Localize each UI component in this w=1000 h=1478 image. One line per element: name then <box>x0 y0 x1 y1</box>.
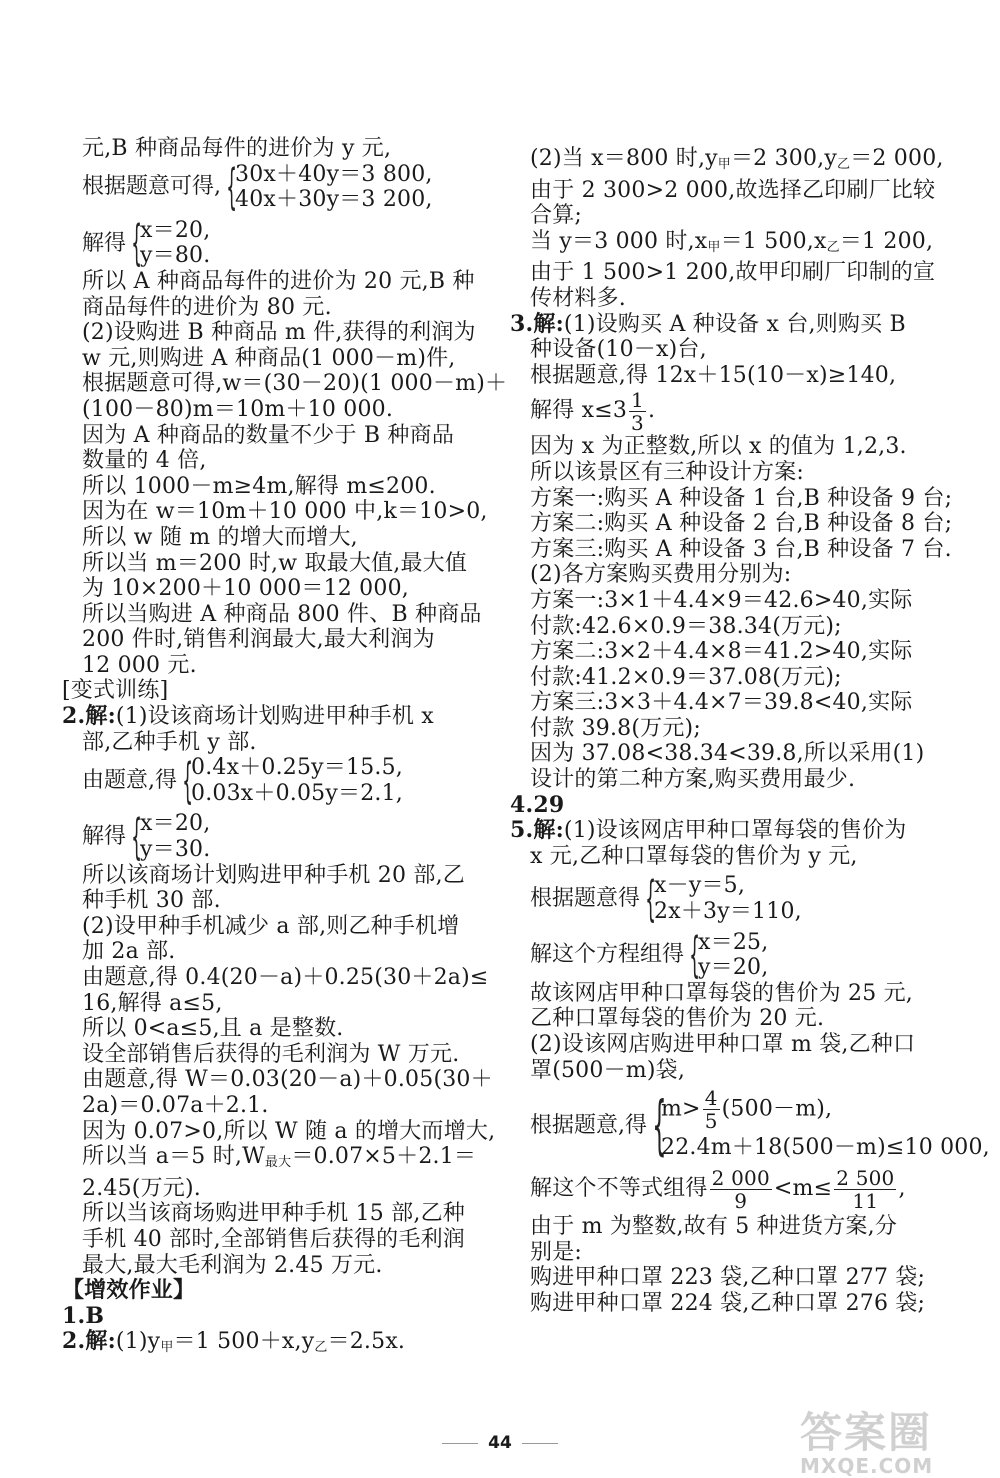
watermark-logo <box>800 1400 980 1478</box>
text-line: 所以该商场计划购进甲种手机 20 部,乙 <box>82 862 465 888</box>
problem-2b <box>62 1329 502 1361</box>
text-line: 加 2a 部. <box>82 939 176 965</box>
equation: y＝20, <box>698 955 769 981</box>
text-line: 付款 39.8(万元); <box>530 715 701 741</box>
left-column <box>62 136 508 1361</box>
text-line: 根据题意,得 12x＋15(10－x)≥140, <box>530 362 897 388</box>
subscript: 乙 <box>837 157 851 172</box>
problem-3 <box>510 312 950 338</box>
text-line: 因为在 w＝10m＋10 000 中,k＝10>0, <box>82 499 488 525</box>
brace-icon: { <box>226 159 237 216</box>
divider <box>522 1443 558 1444</box>
equation: x－y＝5, <box>654 873 746 899</box>
answer-4: 4.29 <box>510 791 565 818</box>
text-line: (2)设购进 B 种商品 m 件,获得的利润为 <box>82 320 476 346</box>
equation-system <box>510 871 950 928</box>
text-line: 解这个方程组得 <box>530 942 685 968</box>
fraction <box>834 1167 896 1212</box>
text-line <box>510 388 950 434</box>
subscript: 甲 <box>707 239 721 255</box>
equation: x＝20, <box>140 811 211 837</box>
text-line: 12 000 元. <box>82 652 197 678</box>
text-line: (100－80)m＝10m＋10 000. <box>82 396 394 422</box>
text-run: ＝2.5x. <box>327 1329 406 1355</box>
text-line: 因为 37.08<38.34<39.8,所以采用(1) <box>530 741 925 767</box>
equation: 2x＋3y＝110, <box>654 899 802 925</box>
right-column <box>510 146 990 1317</box>
brace-icon: { <box>131 215 142 272</box>
equation-system <box>62 752 502 809</box>
watermark-url: MXQE.COM <box>800 1454 934 1478</box>
text-line: (1)设该商场计划购进甲种手机 x <box>115 704 434 730</box>
brace-icon: { <box>652 1088 667 1163</box>
text-run: m> <box>661 1096 701 1122</box>
text-run: . <box>647 398 656 424</box>
denominator: 11 <box>852 1188 879 1213</box>
text-line: 根据题意,得 <box>530 1112 647 1138</box>
text-run: , <box>898 1176 906 1202</box>
fraction <box>710 1167 772 1212</box>
text-run: (1)y <box>115 1329 161 1355</box>
text-line: 所以当该商场购进甲种手机 15 部,乙种 <box>82 1201 465 1227</box>
text-line: 购进甲种口罩 223 袋,乙种口罩 277 袋; <box>530 1265 926 1291</box>
text-line: 种手机 30 部. <box>82 888 221 914</box>
text-line: 为 10×200＋10 000＝12 000, <box>82 576 409 602</box>
text-run: <m≤ <box>773 1176 833 1202</box>
solution-label: 解: <box>85 1328 116 1355</box>
text-line: 所以该景区有三种设计方案: <box>530 459 805 485</box>
solution-label: 解: <box>533 310 564 337</box>
text-line: (2)各方案购买费用分别为: <box>530 562 792 588</box>
text-line: (1)设该网店甲种口罩每袋的售价为 <box>563 818 907 844</box>
numerator: 1 <box>631 387 644 412</box>
text-line: w 元,则购进 A 种商品(1 000－m)件, <box>82 345 456 371</box>
denominator: 5 <box>704 1109 718 1134</box>
text-line: (1)设购买 A 种设备 x 台,则购买 B <box>563 311 906 337</box>
text-line: 合算; <box>530 203 583 229</box>
text-line: 所以 A 种商品每件的进价为 20 元,B 种 <box>82 268 475 294</box>
text-line: 别是: <box>530 1239 583 1265</box>
text-line: 数量的 4 倍, <box>82 448 207 474</box>
text-line: 由题意,得 <box>82 768 177 794</box>
text-line: 设全部销售后获得的毛利润为 W 万元. <box>82 1041 460 1067</box>
watermark-text: 答案圈 <box>800 1408 933 1457</box>
text-line: 因为 A 种商品的数量不少于 B 种商品 <box>82 422 455 448</box>
brace-icon: { <box>182 752 193 809</box>
text-line: 所以当 m＝200 时,w 取最大值,最大值 <box>82 550 468 576</box>
fraction <box>629 389 646 434</box>
text-line: 根据题意可得,w＝(30－20)(1 000－m)＋ <box>82 371 508 397</box>
text-line: 种设备(10－x)台, <box>530 337 707 363</box>
fraction <box>703 1087 720 1132</box>
solution-label: 解: <box>85 703 116 730</box>
text-run: ＝1 500＋x,y <box>173 1329 315 1355</box>
text-run: (500－m), <box>721 1096 833 1122</box>
problem-2 <box>62 704 502 730</box>
text-line: 由于 m 为整数,故有 5 种进货方案,分 <box>530 1214 898 1240</box>
equation: 40x＋30y＝3 200, <box>235 187 433 213</box>
text-run: 解这个不等式组得 <box>530 1176 708 1202</box>
equation-system <box>510 927 950 984</box>
denominator: 3 <box>631 410 644 435</box>
problem-5 <box>510 818 950 844</box>
text-line: 传材料多. <box>530 285 626 311</box>
text-run: 当 y＝3 000 时,x <box>530 228 708 254</box>
answer-1: 1.B <box>62 1302 105 1329</box>
text-line: 所以当购进 A 种商品 800 件、B 种商品 <box>82 601 482 627</box>
text-line: 乙种口罩每袋的售价为 20 元. <box>530 1006 825 1032</box>
equation-system <box>62 809 502 866</box>
inequality: 22.4m＋18(500－m)≤10 000, <box>661 1135 990 1161</box>
inequality-system <box>510 1086 990 1164</box>
text-line: 手机 40 部时,全部销售后获得的毛利润 <box>82 1226 465 1252</box>
text-line: 根据题意可得, <box>82 174 221 200</box>
text-line: 商品每件的进价为 80 元. <box>82 294 332 320</box>
text-line: 方案一:3×1＋4.4×9＝42.6>40,实际 <box>530 587 913 613</box>
text-line: 由于 1 500>1 200,故甲印刷厂印制的宣 <box>530 260 936 286</box>
page-number: 44 <box>488 1433 512 1453</box>
text-line: 方案三:购买 A 种设备 3 台,B 种设备 7 台. <box>530 536 952 562</box>
text-line: 购进甲种口罩 224 袋,乙种口罩 276 袋; <box>530 1290 926 1316</box>
equation: 0.4x＋0.25y＝15.5, <box>191 755 403 781</box>
text-run: ＝2 000, <box>850 146 944 171</box>
text-line: (2)设甲种手机减少 a 部,则乙种手机增 <box>82 913 460 939</box>
text-line: 16,解得 a≤5, <box>82 990 223 1016</box>
text-line: 所以 1000－m≥4m,解得 m≤200. <box>82 473 436 499</box>
text-line: 罩(500－m)袋, <box>530 1057 686 1083</box>
text-line: 由于 2 300>2 000,故选择乙印刷厂比较 <box>530 177 936 203</box>
subscript: 乙 <box>314 1340 328 1356</box>
text-line: 由题意,得 W＝0.03(20－a)＋0.05(30＋ <box>82 1067 493 1093</box>
text-run: ＝0.07×5＋2.1＝ <box>291 1144 477 1170</box>
denominator: 9 <box>734 1188 748 1213</box>
problem-number: 3. <box>510 310 534 337</box>
text-line: 所以 w 随 m 的增大而增大, <box>82 524 358 550</box>
text-line: 解得 <box>82 824 127 850</box>
text-line: 由题意,得 0.4(20－a)＋0.25(30＋2a)≤ <box>82 965 489 990</box>
text-line <box>510 1164 950 1214</box>
text-line: 根据题意得 <box>530 886 641 912</box>
text-line: 设计的第二种方案,购买费用最少. <box>530 767 856 793</box>
text-line: 200 件时,销售利润最大,最大利润为 <box>82 627 435 653</box>
subscript: 最大 <box>264 1155 292 1171</box>
text-line: 解得 <box>82 230 127 256</box>
equation: x＝20, <box>140 217 211 243</box>
numerator: 4 <box>704 1086 718 1111</box>
text-run: ＝2 300,y <box>730 146 837 171</box>
inequality <box>661 1087 990 1132</box>
text-line: 部,乙种手机 y 部. <box>82 729 257 755</box>
text-line: 方案三:3×3＋4.4×7＝39.8<40,实际 <box>530 690 913 716</box>
equation: x＝25, <box>698 929 769 955</box>
text-line: 付款:41.2×0.9＝37.08(万元); <box>530 664 842 690</box>
text-run: ＝1 200, <box>839 228 934 254</box>
brace-icon: { <box>131 809 142 866</box>
text-line: 所以 0<a≤5,且 a 是整数. <box>82 1016 344 1042</box>
text-line <box>510 229 950 261</box>
numerator: 2 000 <box>711 1165 770 1190</box>
text-run: 所以当 a＝5 时,W <box>82 1144 265 1170</box>
text-line: 因为 0.07>0,所以 W 随 a 的增大而增大, <box>82 1118 496 1144</box>
brace-icon: { <box>689 927 700 984</box>
solution-label: 解: <box>533 817 564 844</box>
equation: y＝80. <box>140 243 211 269</box>
text-line: 方案二:3×2＋4.4×8＝41.2>40,实际 <box>530 639 913 665</box>
brace-icon: { <box>645 871 656 928</box>
text-line <box>62 1144 502 1176</box>
section-label: [变式训练] <box>62 678 169 704</box>
problem-number: 2. <box>62 703 86 730</box>
text-line: 故该网店甲种口罩每袋的售价为 25 元, <box>530 980 913 1006</box>
text-line: 2.45(万元). <box>82 1175 201 1201</box>
equation: y＝30. <box>140 837 211 863</box>
subscript: 甲 <box>717 157 731 172</box>
text-line: (2)设该网店购进甲种口罩 m 袋,乙种口 <box>530 1032 916 1057</box>
text-run: (2)当 x＝800 时,y <box>530 146 718 171</box>
subscript: 甲 <box>160 1340 174 1356</box>
equation: 0.03x＋0.05y＝2.1, <box>191 780 403 806</box>
text-line: 付款:42.6×0.9＝38.34(万元); <box>530 613 842 639</box>
numerator: 2 500 <box>836 1165 895 1190</box>
text-line: 因为 x 为正整数,所以 x 的值为 1,2,3. <box>530 434 907 460</box>
text-line: 2a)＝0.07a＋2.1. <box>82 1092 269 1118</box>
text-line: 方案一:购买 A 种设备 1 台,B 种设备 9 台; <box>530 485 953 511</box>
text-line: x 元,乙种口罩每袋的售价为 y 元, <box>530 843 858 869</box>
text-line: 元,B 种商品每件的进价为 y 元, <box>82 136 392 161</box>
problem-number: 5. <box>510 817 534 844</box>
text-line <box>510 146 950 178</box>
equation-system <box>62 159 502 216</box>
equation: 30x＋40y＝3 800, <box>235 161 433 187</box>
section-heading: 【增效作业】 <box>62 1277 196 1304</box>
problem-number: 2. <box>62 1328 86 1355</box>
equation-system <box>62 215 502 272</box>
text-line: 最大,最大毛利润为 2.45 万元. <box>82 1252 383 1278</box>
subscript: 乙 <box>826 239 840 255</box>
text-run: 解得 x≤3 <box>530 398 628 424</box>
text-line: 方案二:购买 A 种设备 2 台,B 种设备 8 台; <box>530 511 953 537</box>
divider <box>442 1443 478 1444</box>
text-run: ＝1 500,x <box>720 228 827 254</box>
